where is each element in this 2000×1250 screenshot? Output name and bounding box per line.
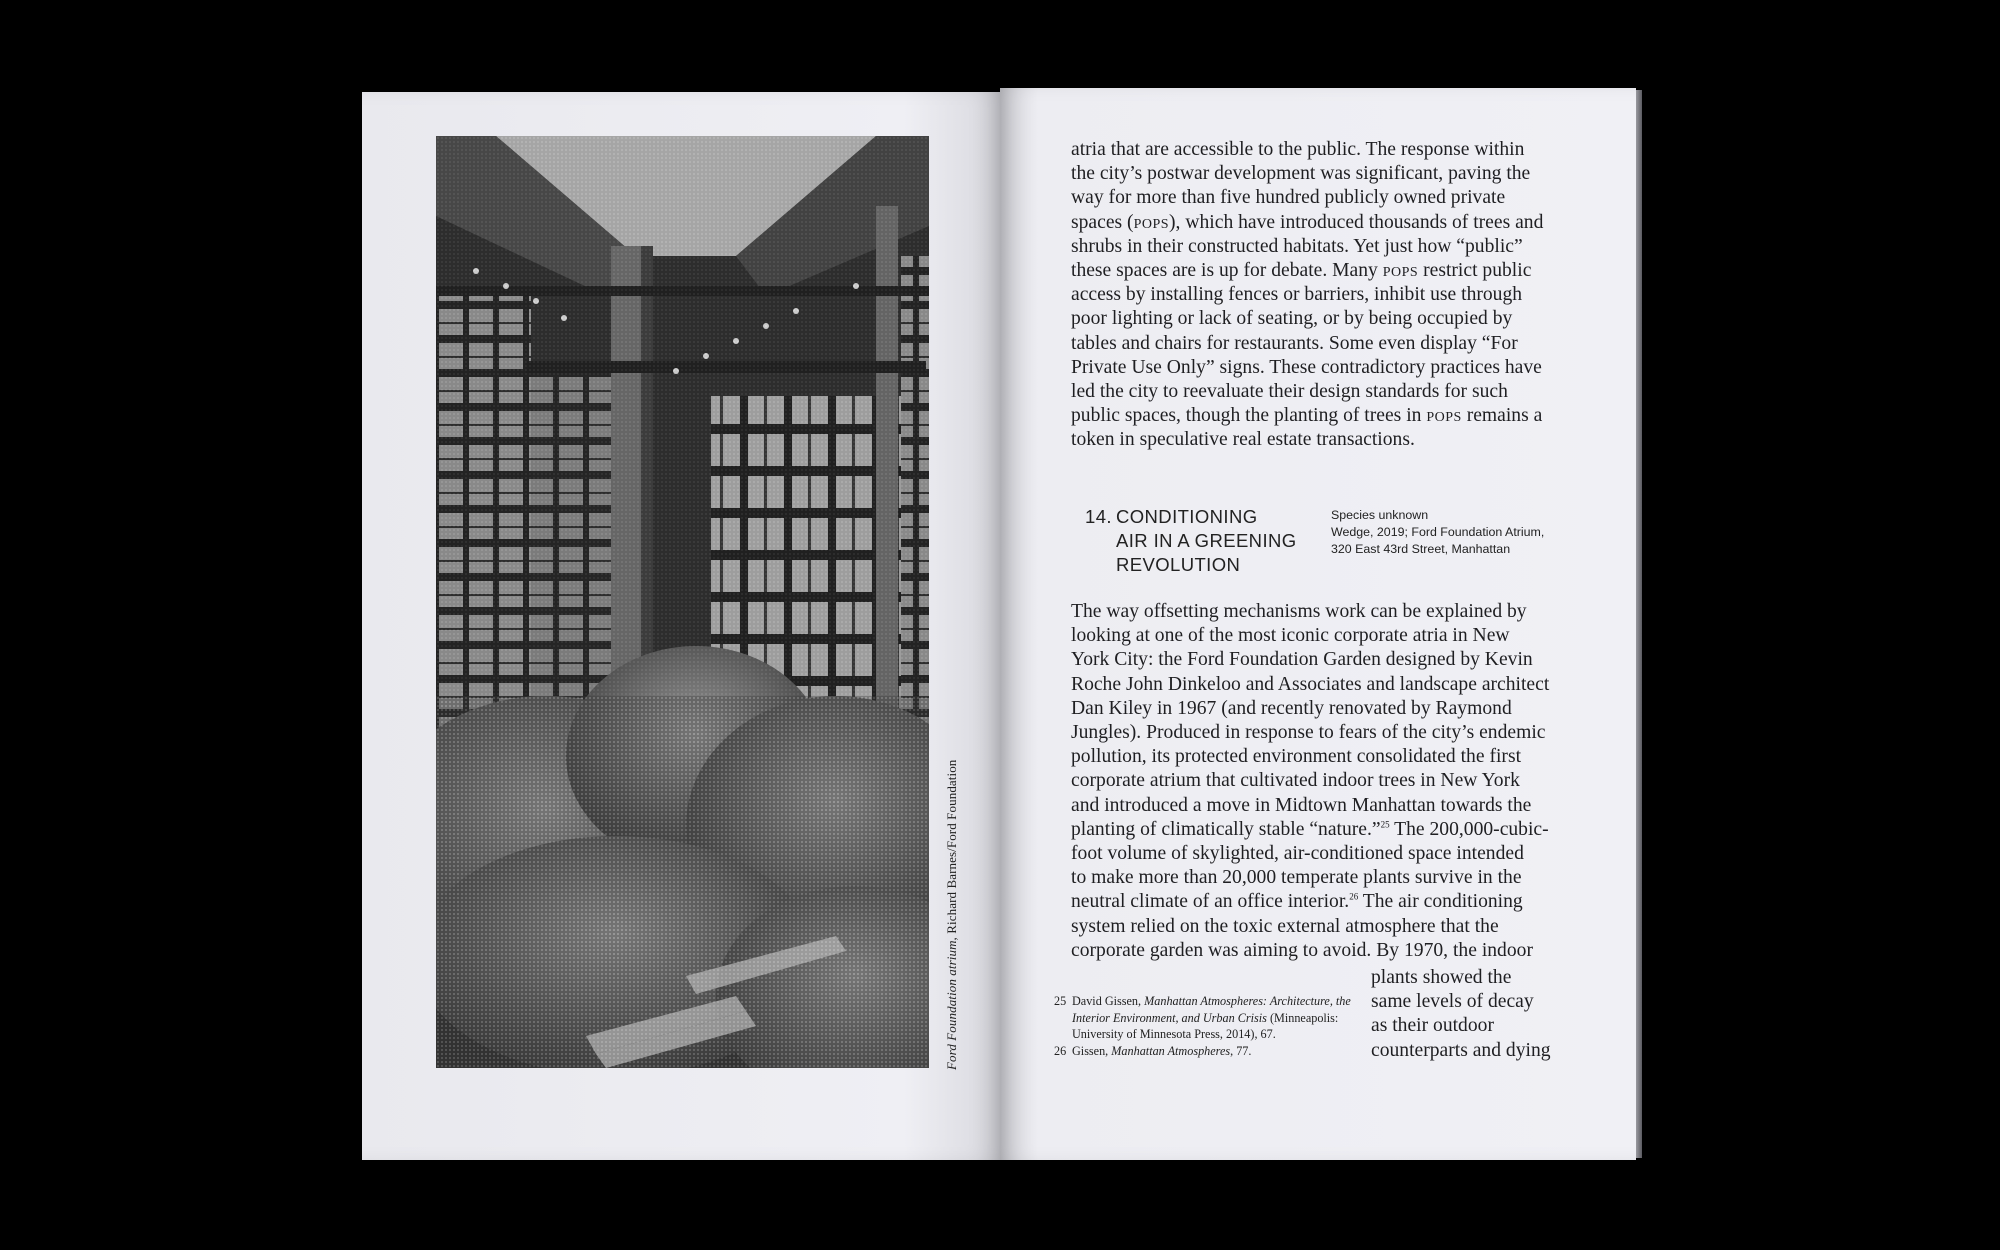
text-line: corporate garden was aiming to avoid. By 1970, the indoor xyxy=(1071,939,1533,961)
meta-line: Wedge, 2019; Ford Foundation Atrium, xyxy=(1331,525,1545,539)
text-line: foot volume of skylighted, air-conditioned space intended xyxy=(1071,843,1524,865)
text-line: tables and chairs for restaurants. Some even display “For xyxy=(1071,332,1518,354)
footnote-text: Gissen, xyxy=(1072,1043,1112,1058)
section-heading xyxy=(1085,505,1315,577)
footnote-text: , 77. xyxy=(1230,1043,1252,1058)
text-line: plants showed the xyxy=(1371,967,1512,988)
text-line: way for more than five hundred publicly owned private xyxy=(1071,187,1506,209)
text-line: token in speculative real estate transactions. xyxy=(1071,429,1415,451)
footnote-text: David Gissen, xyxy=(1072,994,1145,1008)
text-line: Jungles). Produced in response to fears of the city’s endemic xyxy=(1071,722,1546,744)
footnote-ref: 25 xyxy=(1380,819,1390,830)
body-paragraph-1 xyxy=(1071,138,1561,453)
photo-credit: Ford Foundation atrium, Richard Barnes/Ford Foundation xyxy=(944,759,959,1070)
text-line: and introduced a move in Midtown Manhattan towards the xyxy=(1071,794,1532,816)
text-line: planting of climatically stable “nature.” xyxy=(1071,818,1381,840)
text-line: Dan Kiley in 1967 (and recently renovated by Raymond xyxy=(1071,697,1512,719)
text-line: Private Use Only” signs. These contradictory practices have xyxy=(1071,356,1542,378)
text-line xyxy=(1071,890,1561,914)
footnote-title: Manhattan Atmospheres: Architecture, the Interior Environment, and Urban Crisis xyxy=(1072,994,1351,1025)
text-line: spaces (pops), which have introduced thousands of trees and xyxy=(1071,211,1544,233)
text-line: to make more than 20,000 temperate plants survive in the xyxy=(1071,867,1522,889)
text-line: public spaces, though the planting of trees in pops remains a xyxy=(1071,405,1543,427)
section-title-line: CONDITIONING xyxy=(1116,506,1258,527)
section-number: 14. xyxy=(1085,506,1112,527)
text-line: The air conditioning xyxy=(1358,891,1523,913)
acronym-pops: pops xyxy=(1426,405,1462,427)
text-line: counterparts and dying xyxy=(1371,1039,1551,1061)
atrium-photo xyxy=(436,136,929,1068)
text-line: The way offsetting mechanisms work can be explained by xyxy=(1071,601,1527,622)
footnote-text: (Minneapolis: University of Minnesota Press, 2014), 67. xyxy=(1072,1010,1339,1041)
footnote xyxy=(1054,993,1354,1043)
text-line: access by installing fences or barriers, inhibit use through xyxy=(1071,284,1523,306)
continuation-column xyxy=(1371,966,1571,1063)
page-edge xyxy=(1636,90,1642,1158)
text-line xyxy=(1071,818,1561,842)
footnotes xyxy=(1054,993,1354,1059)
acronym-pops: pops xyxy=(1133,211,1170,233)
text-line: these spaces are is up for debate. Many pops restrict public xyxy=(1071,260,1532,282)
text-line: shrubs in their constructed habitats. Yet just how “public” xyxy=(1071,235,1523,257)
text-line: Roche John Dinkeloo and Associates and landscape architect xyxy=(1071,673,1550,695)
meta-line: Species unknown xyxy=(1331,508,1429,522)
footnote-number: 26 xyxy=(1054,1043,1067,1058)
footnote-ref: 26 xyxy=(1349,891,1359,902)
text-line: as their outdoor xyxy=(1371,1015,1494,1037)
text-line: pollution, its protected environment consolidated the first xyxy=(1071,746,1522,768)
body-paragraph-2 xyxy=(1071,600,1561,963)
atrium-photo-graphic xyxy=(436,136,929,1068)
text-line: York City: the Ford Foundation Garden designed by Kevin xyxy=(1071,649,1533,671)
text-line: same levels of decay xyxy=(1371,991,1534,1013)
text-line: poor lighting or lack of seating, or by being occupied by xyxy=(1071,308,1513,330)
text-line: neutral climate of an office interior. xyxy=(1071,891,1350,913)
section-meta xyxy=(1331,507,1571,558)
section-title-line: AIR IN A GREENING xyxy=(1116,530,1297,551)
text-line: system relied on the toxic external atmosphere that the xyxy=(1071,915,1499,937)
footnote-number: 25 xyxy=(1054,994,1067,1008)
text-line: led the city to reevaluate their design standards for such xyxy=(1071,381,1508,403)
section-title-line: REVOLUTION xyxy=(1116,554,1241,575)
text-line: the city’s postwar development was significant, paving the xyxy=(1071,163,1531,185)
footnote xyxy=(1054,1043,1354,1060)
text-line: atria that are accessible to the public. The response within xyxy=(1071,139,1525,160)
footnote-title: Manhattan Atmospheres xyxy=(1111,1043,1231,1058)
text-line: The 200,000-cubic- xyxy=(1389,818,1549,840)
acronym-pops: pops xyxy=(1382,260,1419,282)
text-line: looking at one of the most iconic corporate atria in New xyxy=(1071,625,1510,647)
text-line: corporate atrium that cultivated indoor trees in New York xyxy=(1071,770,1520,792)
meta-line: 320 East 43rd Street, Manhattan xyxy=(1331,542,1511,556)
